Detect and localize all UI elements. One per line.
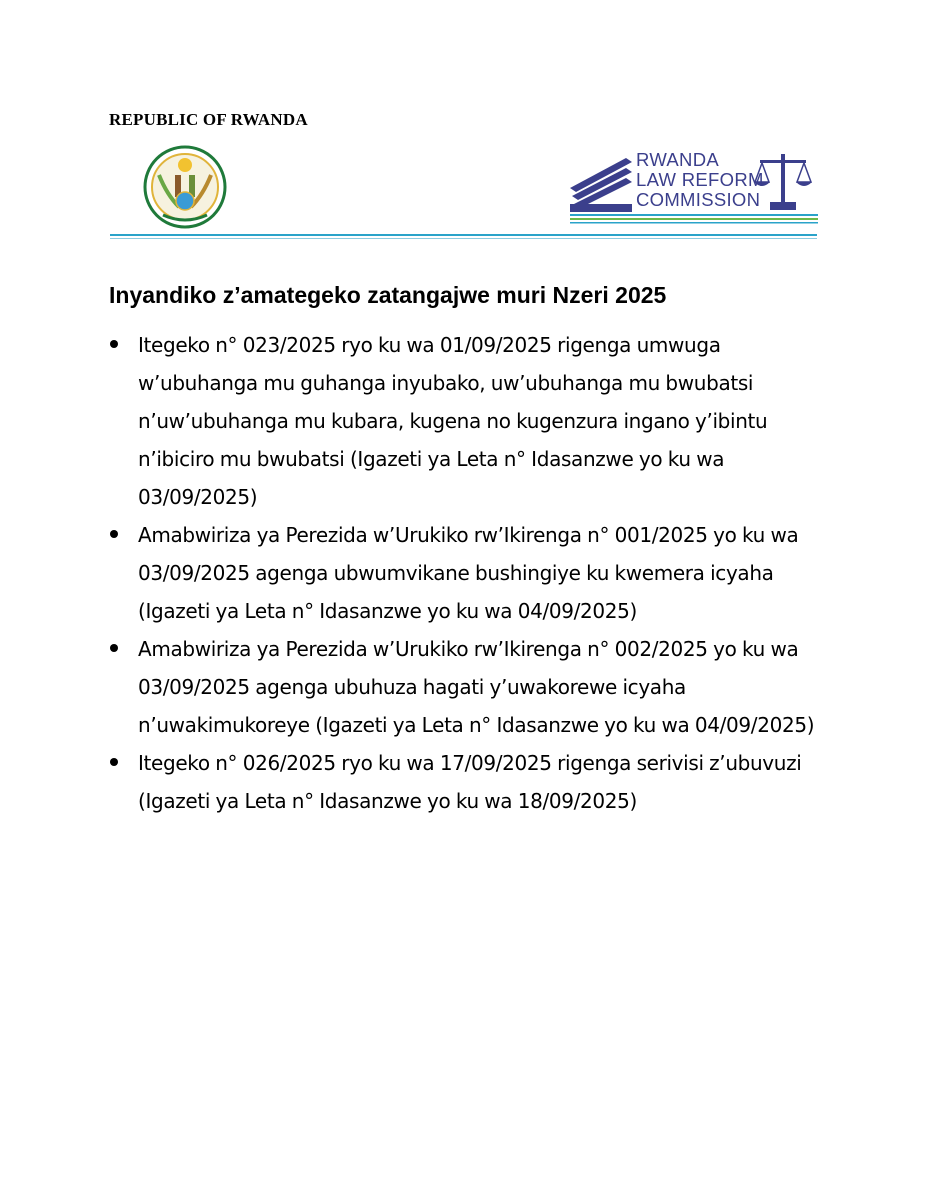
commission-line-2: LAW REFORM — [636, 169, 764, 190]
republic-heading: REPUBLIC OF RWANDA — [109, 110, 308, 129]
list-item: Itegeko n° 026/2025 ryo ku wa 17/09/2025 rigenga serivisi z’ubuvuzi (Igazeti ya Leta n° Idasanzwe yo ku wa 18/09/2025) — [110, 744, 830, 820]
commission-line-1: RWANDA — [636, 149, 719, 170]
rwanda-coat-of-arms-icon — [143, 145, 227, 229]
list-item: Amabwiriza ya Perezida w’Urukiko rw’Ikirenga n° 001/2025 yo ku wa 03/09/2025 agenga ubwumvikane bushingiye ku kwemera icyaha (Igazeti ya Leta n° Idasanzwe yo ku wa 04/09/2025) — [110, 516, 830, 630]
header-divider — [110, 234, 817, 236]
commission-line-3: COMMISSION — [636, 189, 761, 210]
header-divider-thin — [110, 238, 817, 239]
list-item: Amabwiriza ya Perezida w’Urukiko rw’Ikirenga n° 002/2025 yo ku wa 03/09/2025 agenga ubuhuza hagati y’uwakorewe icyaha n’uwakimukoreye (Igazeti ya Leta n° Idasanzwe yo ku wa 04/09/2025) — [110, 630, 830, 744]
legislation-list — [110, 326, 830, 820]
list-item: Itegeko n° 023/2025 ryo ku wa 01/09/2025 rigenga umwuga w’ubuhanga mu guhanga inyubako, uw’ubuhanga mu bwubatsi n’uw’ubuhanga mu kubara, kugena no kugenzura ingano y’ibintu n’ibiciro mu bwubatsi (Igazeti ya Leta n° Idasanzwe yo ku wa 03/09/2025) — [110, 326, 830, 516]
commission-name — [636, 150, 764, 210]
document-title: Inyandiko z’amategeko zatangajwe muri Nzeri 2025 — [109, 282, 667, 308]
